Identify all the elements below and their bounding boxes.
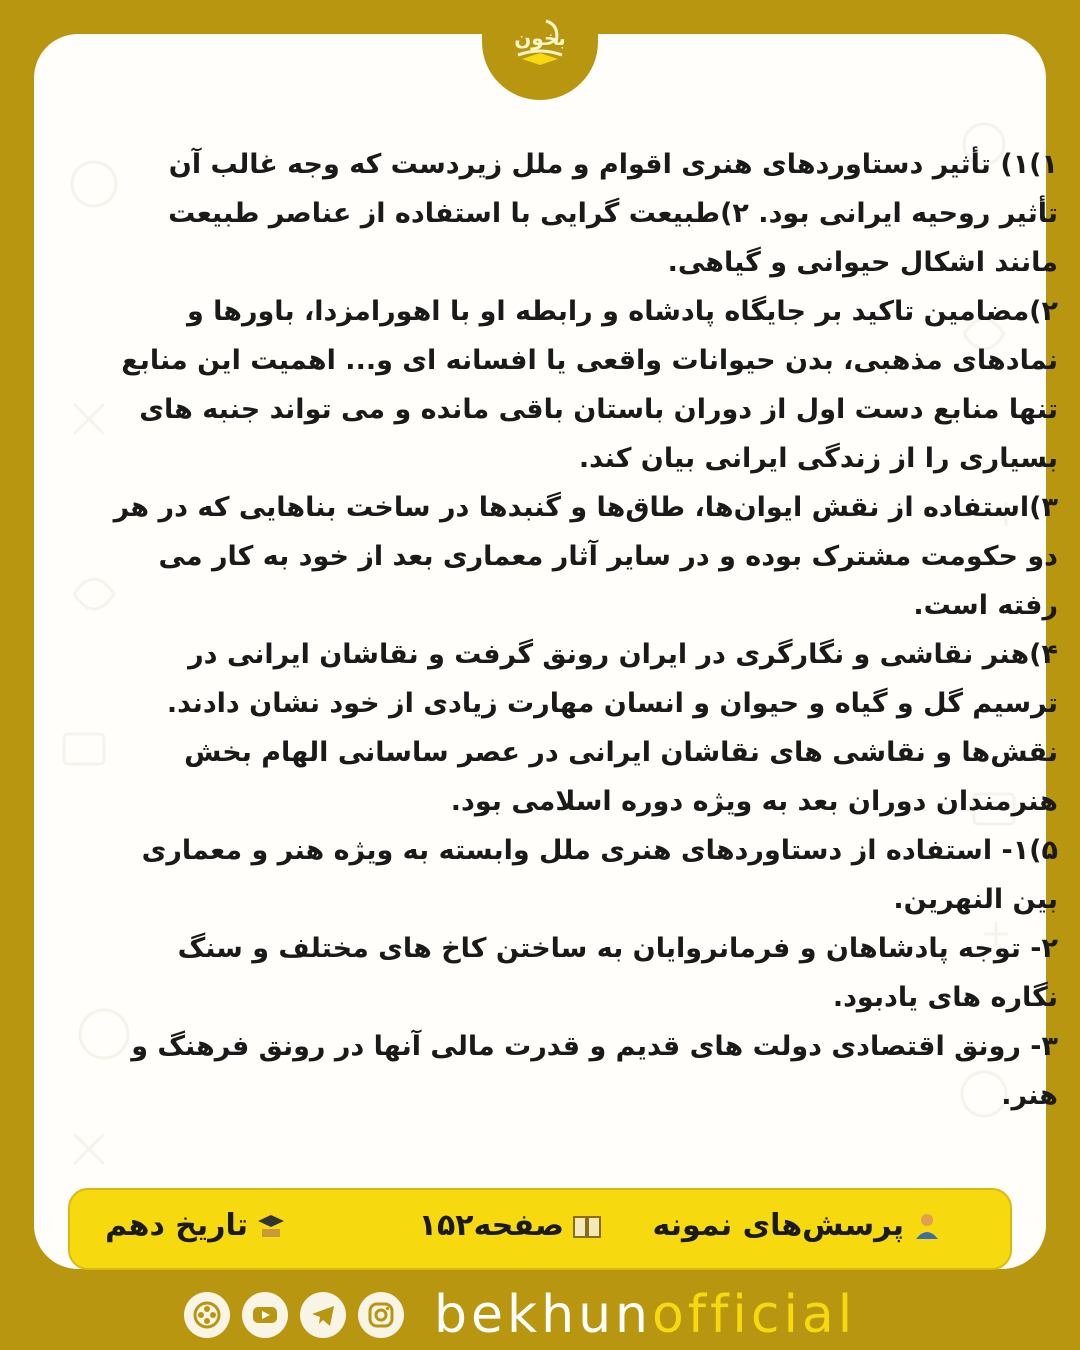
answer-paragraph: ۱)۱) تأثیر دستاوردهای هنری اقوام و ملل زیردست که وجه غالب آن تأثیر روحیه ایرانی بود. ۲)طبیعت گرایی با استفاده از عناصر طبیعت مانند اشکال حیوانی و گیاهی. — [168, 149, 1058, 278]
book-icon — [572, 1211, 602, 1241]
answer-paragraph: ۲)مضامین تاکید بر جایگاه پادشاه و رابطه او با اهورامزدا، باورها و نمادهای مذهبی، بدن حیوانات واقعی یا افسانه ای و... اهمیت این منابع تنها منابع دست اول از دوران باستان باقی مانده و می تواند جنبه های بسیاری را از زندگی ایرانی بیان کند. — [121, 296, 1058, 474]
youtube-icon[interactable] — [242, 1292, 288, 1338]
logo-mark-icon — [500, 9, 580, 79]
answer-paragraph: ۳- رونق اقتصادی دولت های قدیم و قدرت مالی آنها در رونق فرهنگ و هنر. — [131, 1031, 1058, 1111]
content-card — [34, 34, 1058, 1269]
topic-label: پرسش‌های نمونه — [653, 1208, 942, 1243]
book-label: تاریخ دهم — [105, 1208, 286, 1243]
social-bar — [184, 1285, 857, 1345]
instagram-icon[interactable] — [358, 1292, 404, 1338]
aparat-icon[interactable] — [184, 1292, 230, 1338]
answer-paragraph: ۴)هنر نقاشی و نگارگری در ایران رونق گرفت و نقاشان ایرانی در ترسیم گل و گیاه و حیوان و انسان مهارت زیادی از خود نشان دادند. نقش‌ها و نقاشی های نقاشان ایرانی در عصر ساسانی الهام بخش هنرمندان دوران بعد به ویژه دوره اسلامی بود. — [166, 639, 1058, 817]
logo — [494, 0, 586, 88]
answer-paragraph: ۲- توجه پادشاهان و فرمانروایان به ساختن کاخ های مختلف و سنگ نگاره های یادبود. — [177, 933, 1058, 1013]
svg-text:بخون: بخون — [514, 26, 566, 50]
brand-handle[interactable]: bekhunofficial — [434, 1285, 857, 1345]
telegram-icon[interactable] — [300, 1292, 346, 1338]
footer-info-bar — [68, 1188, 1012, 1270]
graduation-cap-icon — [256, 1211, 286, 1241]
answer-paragraph: ۳)استفاده از نقش ایوان‌ها، طاق‌ها و گنبدها در ساخت بناهایی که در هر دو حکومت مشترک بوده و در سایر آثار معماری بعد از خود به کار می رفته است. — [113, 492, 1058, 621]
page-label: صفحه۱۵۲ — [419, 1208, 602, 1243]
student-icon — [912, 1211, 942, 1241]
answer-text — [104, 140, 1058, 1120]
answer-paragraph: ۵)۱- استفاده از دستاوردهای هنری ملل وابسته به ویژه هنر و معماری بین النهرین. — [141, 835, 1058, 915]
